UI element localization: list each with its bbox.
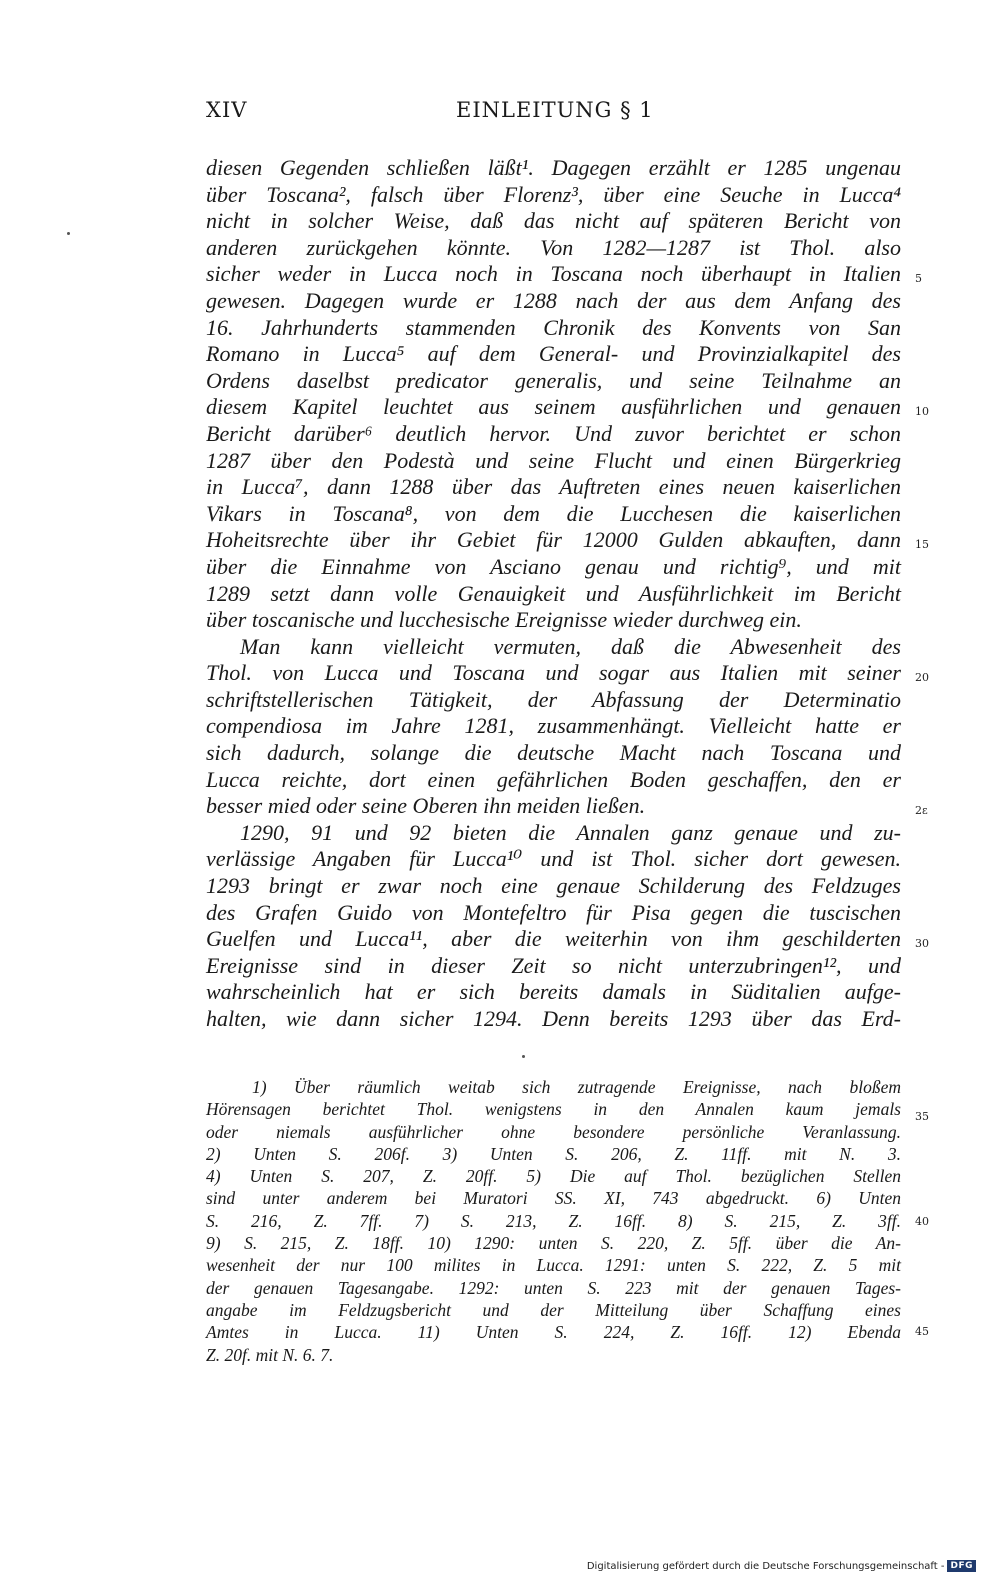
body-line: gewesen. Dagegen wurde er 1288 nach der aus dem Anfang des <box>206 287 901 313</box>
line-number: 15 <box>915 538 929 551</box>
body-line: 1290, 91 und 92 bieten die Annalen ganz genaue und zu- <box>240 819 901 845</box>
body-line: Romano in Lucca⁵ auf dem General- und Provinzialkapitel des <box>206 341 901 367</box>
body-line: besser mied oder seine Oberen ihn meiden ließen. <box>206 793 646 819</box>
line-number: 2ɛ <box>915 804 928 817</box>
footnote-line: Amtes in Lucca. 11) Unten S. 224, Z. 16ff. 12) Ebenda <box>206 1322 901 1343</box>
body-line: Ereignisse sind in dieser Zeit so nicht unterzubringen¹², und <box>206 952 901 978</box>
footnote-line: sind unter anderem bei Muratori SS. XI, 743 abgedruckt. 6) Unten <box>206 1188 901 1209</box>
body-line: 16. Jahrhunderts stammenden Chronik des Konvents von San <box>206 314 901 340</box>
body-line: compendiosa im Jahre 1281, zusammenhängt. Vielleicht hatte er <box>206 713 901 739</box>
body-line: Hoheitsrechte über ihr Gebiet für 12000 Gulden abkauften, dann <box>206 527 901 553</box>
line-number: 40 <box>915 1215 929 1228</box>
body-line: über Toscana², falsch über Florenz³, über eine Seuche in Lucca⁴ <box>206 181 901 207</box>
body-line: nicht in solcher Weise, daß das nicht auf späteren Bericht von <box>206 208 901 234</box>
body-line: 1293 bringt er zwar noch eine genaue Schilderung des Feldzuges <box>206 873 901 899</box>
body-line: anderen zurückgehen könnte. Von 1282—1287 ist Thol. also <box>206 234 901 260</box>
page-number: XIV <box>206 98 248 122</box>
body-line: verlässige Angaben für Lucca¹⁰ und ist Thol. sicher dort gewesen. <box>206 846 901 872</box>
body-text <box>206 155 901 1033</box>
line-number: 45 <box>915 1325 929 1338</box>
body-line: Bericht darüber⁶ deutlich hervor. Und zuvor berichtet er schon <box>206 420 901 446</box>
body-line: 1289 setzt dann volle Genauigkeit und Ausführlichkeit im Bericht <box>206 580 901 606</box>
footnote-line: S. 216, Z. 7ff. 7) S. 213, Z. 16ff. 8) S. 215, Z. 3ff. <box>206 1210 901 1231</box>
footnote-line: 9) S. 215, Z. 18ff. 10) 1290: unten S. 220, Z. 5ff. über die An- <box>206 1233 901 1254</box>
footnote-line: der genauen Tagesangabe. 1292: unten S. 223 mit der genauen Tages- <box>206 1277 901 1298</box>
footnote-line: Hörensagen berichtet Thol. wenigstens in den Annalen kaum jemals <box>206 1099 901 1120</box>
body-line: Lucca reichte, dort einen gefährlichen Boden geschaffen, den er <box>206 766 901 792</box>
page-header <box>206 98 654 130</box>
body-line: Thol. von Lucca und Toscana und sogar aus Italien mit seiner <box>206 660 901 686</box>
body-line: diesem Kapitel leuchtet aus seinem ausführlichen und genauen <box>206 394 901 420</box>
footnote-line: 2) Unten S. 206f. 3) Unten S. 206, Z. 11ff. mit N. 3. <box>206 1143 901 1164</box>
body-line: wahrscheinlich hat er sich bereits damals in Süditalien aufge- <box>206 979 901 1005</box>
footnote-line: wesenheit der nur 100 milites in Lucca. 1291: unten S. 222, Z. 5 mit <box>206 1255 901 1276</box>
line-number: 5 <box>915 272 922 285</box>
body-line: über toscanische und lucchesische Ereignisse wieder durchweg ein. <box>206 607 802 633</box>
line-number: 20 <box>915 671 929 684</box>
body-line: über die Einnahme von Asciano genau und richtig⁹, und mit <box>206 553 901 579</box>
scan-speck <box>522 1055 525 1058</box>
scan-speck <box>67 232 70 235</box>
body-line: Ordens daselbst predicator generalis, und seine Teilnahme an <box>206 367 901 393</box>
footnote-line: 1) Über räumlich weitab sich zutragende Ereignisse, nach bloßem <box>252 1077 901 1097</box>
running-title: EINLEITUNG § 1 <box>456 98 654 122</box>
body-line: schriftstellerischen Tätigkeit, der Abfassung der Determinatio <box>206 686 901 712</box>
footnote-line: angabe im Feldzugsbericht und der Mitteilung über Schaffung eines <box>206 1299 901 1320</box>
line-number: 30 <box>915 937 929 950</box>
body-line: Guelfen und Lucca¹¹, aber die weiterhin von ihm geschilderten <box>206 926 901 952</box>
body-line: sich dadurch, solange die deutsche Macht nach Toscana und <box>206 740 901 766</box>
body-line: des Grafen Guido von Montefeltro für Pisa gegen die tuscischen <box>206 899 901 925</box>
footnotes <box>206 1076 901 1366</box>
footnote-line: Z. 20f. mit N. 6. 7. <box>206 1344 334 1365</box>
body-line: Vikars in Toscana⁸, von dem die Lucchesen die kaiserlichen <box>206 500 901 526</box>
body-line: in Lucca⁷, dann 1288 über das Auftreten eines neuen kaiserlichen <box>206 474 901 500</box>
body-line: sicher weder in Lucca noch in Toscana noch überhaupt in Italien <box>206 261 901 287</box>
line-number: 10 <box>915 405 929 418</box>
footnote-line: 4) Unten S. 207, Z. 20ff. 5) Die auf Thol. bezüglichen Stellen <box>206 1166 901 1187</box>
footer-credit: Digitalisierung gefördert durch die Deutsche Forschungsgemeinschaft - <box>586 1560 945 1572</box>
body-line: 1287 über den Podestà und seine Flucht und einen Bürgerkrieg <box>206 447 901 473</box>
line-number: 35 <box>915 1110 929 1123</box>
body-line: Man kann vielleicht vermuten, daß die Abwesenheit des <box>240 633 901 659</box>
body-line: diesen Gegenden schließen läßt¹. Dagegen erzählt er 1285 ungenau <box>206 155 901 180</box>
dfg-logo-icon: DFG <box>947 1560 976 1572</box>
footnote-line: oder niemals ausführlicher ohne besondere persönliche Veranlassung. <box>206 1121 901 1142</box>
digitization-footer <box>587 1560 976 1572</box>
body-line: halten, wie dann sicher 1294. Denn bereits 1293 über das Erd- <box>206 1006 901 1031</box>
